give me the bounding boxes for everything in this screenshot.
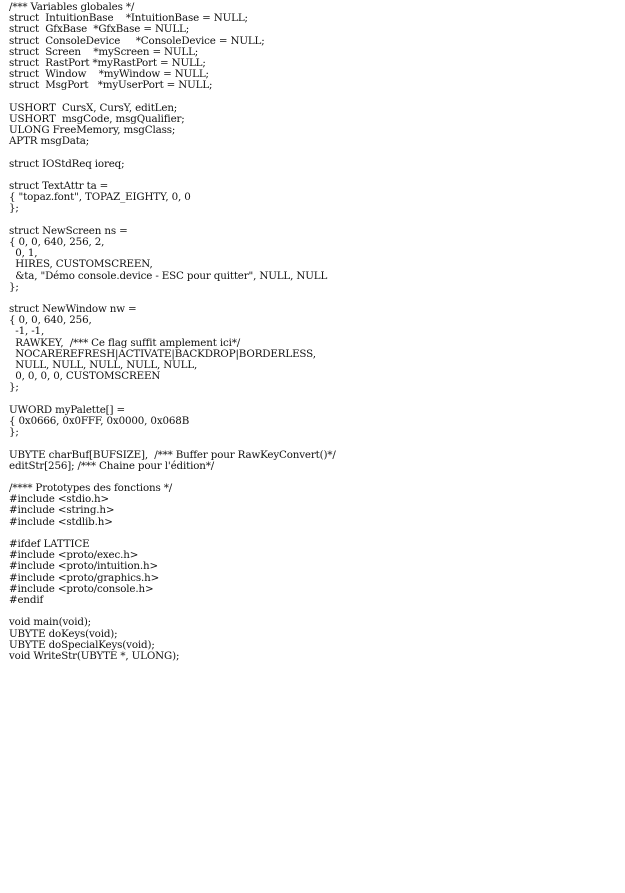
code-line: /**** Prototypes des fonctions */ <box>9 482 173 495</box>
code-line: UBYTE doKeys(void); <box>9 627 118 640</box>
code-line: #include <string.h> <box>9 504 115 517</box>
code-line: UBYTE charBuf[BUFSIZE], /*** Buffer pour RawKeyConvert()*/ <box>9 448 336 461</box>
source-code-listing <box>9 2 336 662</box>
code-line: struct RastPort *myRastPort = NULL; <box>9 56 206 69</box>
code-line: struct Window *myWindow = NULL; <box>9 68 209 81</box>
code-line: struct NewScreen ns = <box>9 224 128 237</box>
code-line: struct ConsoleDevice *ConsoleDevice = NULL; <box>9 34 265 47</box>
code-line: &ta, "Démo console.device - ESC pour quitter", NULL, NULL <box>9 269 328 282</box>
code-line: UBYTE doSpecialKeys(void); <box>9 638 155 651</box>
code-line: APTR msgData; <box>9 135 90 148</box>
code-line: struct MsgPort *myUserPort = NULL; <box>9 79 213 92</box>
code-line: RAWKEY, /*** Ce flag suffit amplement ici*/ <box>9 336 241 349</box>
code-line: struct NewWindow nw = <box>9 303 137 316</box>
code-line: struct TextAttr ta = <box>9 180 109 192</box>
code-line: struct IntuitionBase *IntuitionBase = NULL; <box>9 12 248 25</box>
code-line: { "topaz.font", TOPAZ_EIGHTY, 0, 0 <box>9 191 191 204</box>
code-line: #include <stdlib.h> <box>9 515 113 528</box>
code-line: #ifdef LATTICE <box>9 538 90 550</box>
code-line: { 0, 0, 640, 256, <box>9 314 92 327</box>
code-line: #include <proto/exec.h> <box>9 549 139 562</box>
code-line: struct GfxBase *GfxBase = NULL; <box>9 23 190 36</box>
code-line: #include <stdio.h> <box>9 493 109 506</box>
code-line: #endif <box>9 593 44 606</box>
code-line: }; <box>9 426 19 439</box>
code-line: -1, -1, <box>9 325 45 338</box>
code-line: ULONG FreeMemory, msgClass; <box>9 124 176 137</box>
code-line: 0, 0, 0, 0, CUSTOMSCREEN <box>9 370 161 383</box>
code-line: NOCAREREFRESH|ACTIVATE|BACKDROP|BORDERLESS, <box>9 347 316 360</box>
code-line: #include <proto/intuition.h> <box>9 560 158 573</box>
code-line: /*** Variables globales */ <box>9 1 135 13</box>
code-line: UWORD myPalette[] = <box>9 403 126 416</box>
code-line: void main(void); <box>9 616 92 629</box>
code-line: { 0x0666, 0x0FFF, 0x0000, 0x068B <box>9 414 190 427</box>
code-line: USHORT CursX, CursY, editLen; <box>9 101 178 114</box>
blank-line <box>9 438 336 449</box>
code-line: void WriteStr(UBYTE *, ULONG); <box>9 649 180 662</box>
code-line: struct Screen *myScreen = NULL; <box>9 45 199 58</box>
code-line: }; <box>9 202 19 215</box>
code-line: HIRES, CUSTOMSCREEN, <box>9 258 153 271</box>
code-line: 0, 1, <box>9 247 38 260</box>
code-line: }; <box>9 381 19 394</box>
code-line: }; <box>9 280 19 293</box>
blank-line <box>9 92 336 103</box>
code-line: { 0, 0, 640, 256, 2, <box>9 235 105 248</box>
code-line: #include <proto/console.h> <box>9 582 154 595</box>
blank-line <box>9 147 336 158</box>
code-line: editStr[256]; /*** Chaine pour l'édition*/ <box>9 459 215 472</box>
code-line: struct IOStdReq ioreq; <box>9 157 125 170</box>
code-line: #include <proto/graphics.h> <box>9 571 160 584</box>
code-line: USHORT msgCode, msgQualifier; <box>9 112 185 125</box>
code-line: NULL, NULL, NULL, NULL, NULL, <box>9 359 198 371</box>
